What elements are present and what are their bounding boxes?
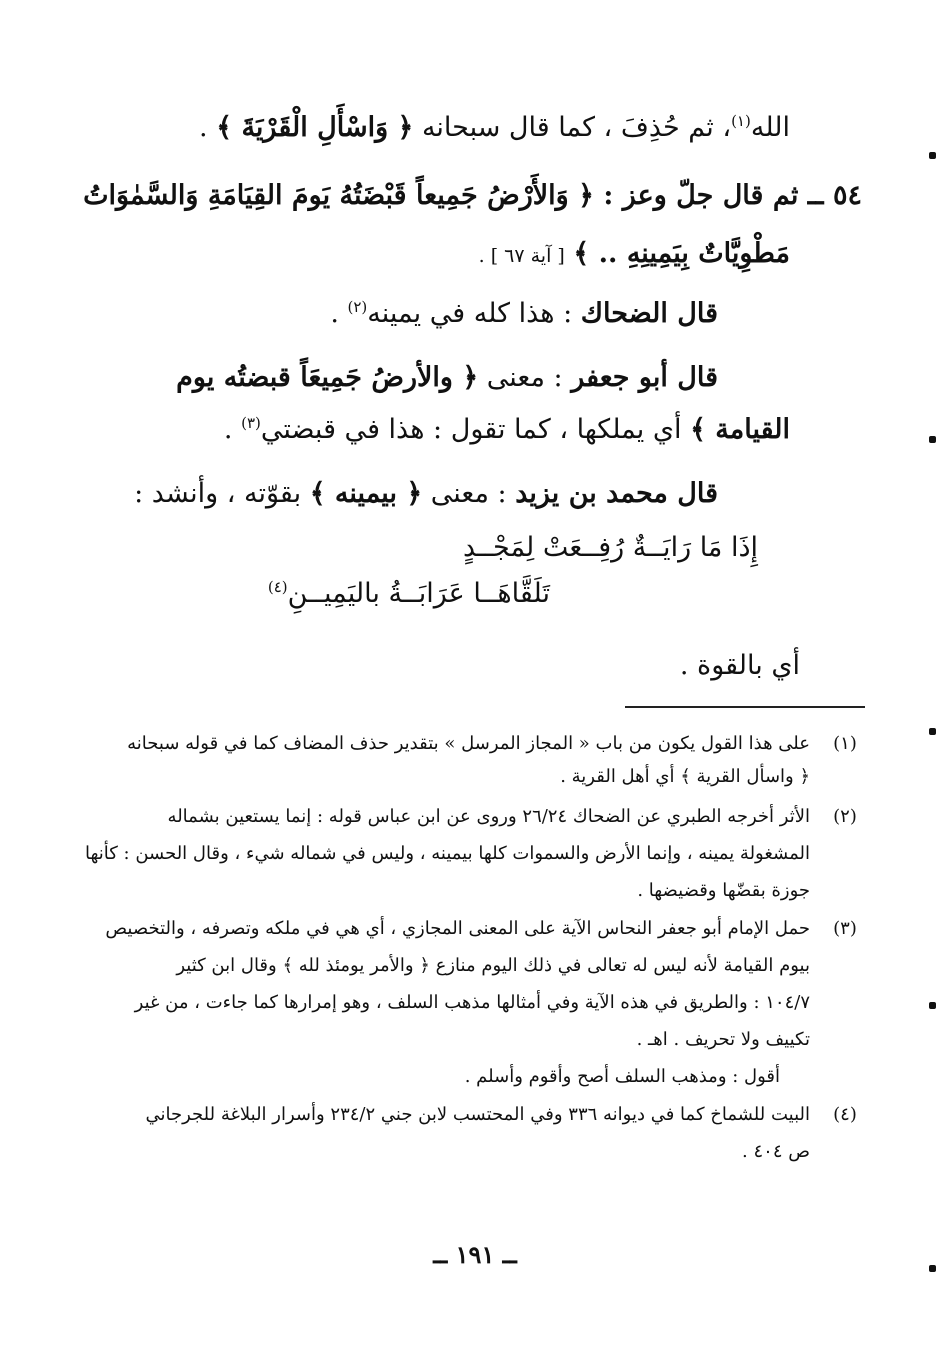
speaker-abujafar: قال أبو جعفر: [571, 362, 718, 393]
speaker-dahhak: قال الضحاك: [580, 298, 718, 329]
dahhak-dot: .: [330, 298, 339, 329]
footnote-2-line2: المشغولة يمينه ، وإنما الأرض والسموات كلها بيمينه ، وليس في شماله شيء ، وقال الحسن : كأنها: [84, 843, 810, 864]
poem-line2-text: تَلَقَّاهَــا عَرَابَــةُ باليَمِيــنِ: [287, 578, 550, 609]
footnote-4-line2: ص ٤٠٤ .: [742, 1141, 810, 1162]
section-54-line2: [479, 238, 790, 269]
ibnyazid-line: [134, 478, 718, 509]
abujafar-verse1: ﴿ والأرضُ جَمِيعَاً قبضتُه يوم: [176, 362, 479, 393]
footnote-ref-2: (٢): [347, 298, 368, 316]
dahhak-line: [330, 298, 718, 329]
margin-mark-4: [929, 1002, 936, 1009]
footnote-3-number: (٣): [833, 918, 857, 939]
line1-mid: ، ثم حُذِفَ ، كما قال سبحانه: [421, 112, 732, 143]
footnote-2-line1: الأثر أخرجه الطبري عن الضحاك ٢٦/٢٤ وروى عن ابن عباس قوله : إنما يستعين بشماله: [167, 806, 810, 827]
footnote-4-line1: البيت للشماخ كما في ديوانه ٣٣٦ وفي المحتسب لابن جني ٢٣٤/٢ وأسرار البلاغة للجرجاني: [145, 1104, 810, 1125]
abujafar-text2: أي يملكها ، كما تقول : هذا في قبضتي: [260, 414, 682, 445]
verse-reference: [ آية ٦٧ ] .: [478, 245, 565, 267]
speaker-ibnyazid: قال محمد بن يزيد: [515, 478, 718, 509]
margin-mark-2: [929, 436, 936, 443]
abujafar-verse2: القيامة ﴾: [690, 414, 790, 445]
footnote-3-line1: حمل الإمام أبو جعفر النحاس الآية على المعنى المجازي ، أي هي في ملكه وتصرفه ، والتخصيص: [105, 918, 810, 939]
margin-mark-1: [929, 152, 936, 159]
abujafar-text1: : معنى: [486, 362, 563, 393]
footnote-4-number: (٤): [833, 1104, 857, 1125]
ibnyazid-quoted-word: ﴿ بيمينه ﴾: [309, 478, 423, 509]
poem-hemistich-2: [268, 578, 550, 609]
section-number: ٥٤ ــ: [807, 180, 862, 211]
page-number: ــ ١٩١ ــ: [433, 1240, 517, 1269]
line1-start: الله: [750, 112, 790, 143]
abujafar-dot: .: [223, 414, 233, 445]
section-54-heading: [83, 180, 862, 211]
footnote-ref-3: (٣): [241, 414, 261, 432]
footnote-3-line5: أقول : ومذهب السلف أصح وأقوم وأسلم .: [464, 1066, 780, 1087]
margin-mark-3: [929, 728, 936, 735]
margin-mark-5: [929, 1265, 936, 1272]
footnote-1-line2: ﴿ واسأل القرية ﴾ أي أهل القرية .: [560, 766, 810, 787]
abujafar-line2: [224, 414, 790, 445]
footnote-ref-4: (٤): [267, 578, 288, 596]
text-line-1: [199, 112, 790, 143]
line1-end: .: [199, 112, 208, 143]
ibnyazid-text2: بقوّته ، وأنشد :: [134, 478, 302, 509]
dahhak-text: : هذا كله في يمينه: [367, 298, 573, 329]
footnote-3-line2: بيوم القيامة لأنه ليس له تعالى في ذلك اليوم منازع ﴿ والأمر يومئذ لله ﴾ وقال ابن كثير: [176, 955, 810, 976]
closing-line: أي بالقوة .: [679, 650, 800, 681]
footnote-1-line1: على هذا القول يكون من باب « المجاز المرسل » بتقدير حذف المضاف كما في قوله سبحانه: [127, 733, 810, 754]
quran-verse-line2: مَطْوِيَّاتٌ بِيَمِينِهِ .. ﴾: [573, 238, 790, 269]
footnote-divider: [625, 706, 865, 708]
ibnyazid-text1: : معنى: [430, 478, 507, 509]
poem-hemistich-1: إِذَا مَا رَايَــةٌ رُفِــعَتْ لِمَجْــدٍ: [463, 532, 758, 563]
quran-quote-1: ﴿ وَاسْأَلِ الْقَرْيَةَ ﴾: [216, 112, 414, 143]
footnote-ref-1: (١): [731, 112, 751, 130]
footnote-1-number: (١): [833, 733, 857, 754]
quran-verse-line1: ﴿ وَالأَرْضُ جَمِيعاً قَبْضَتُهُ يَومَ القِيَامَةِ وَالسَّمٰوَاتُ: [83, 180, 594, 211]
footnote-2-line3: جوزة بقضّها وقضيضها .: [637, 880, 810, 901]
footnote-3-line3: ١٠٤/٧ : والطريق في هذه الآية وفي أمثالها مذهب السلف ، وهو إمرارها كما جاءت ، من غير: [134, 992, 810, 1013]
abujafar-line1: [176, 362, 718, 393]
footnote-3-line4: تكييف ولا تحريف . اهـ .: [636, 1029, 810, 1050]
section-intro: ثم قال جلّ وعز :: [603, 180, 799, 211]
footnote-2-number: (٢): [833, 806, 857, 827]
